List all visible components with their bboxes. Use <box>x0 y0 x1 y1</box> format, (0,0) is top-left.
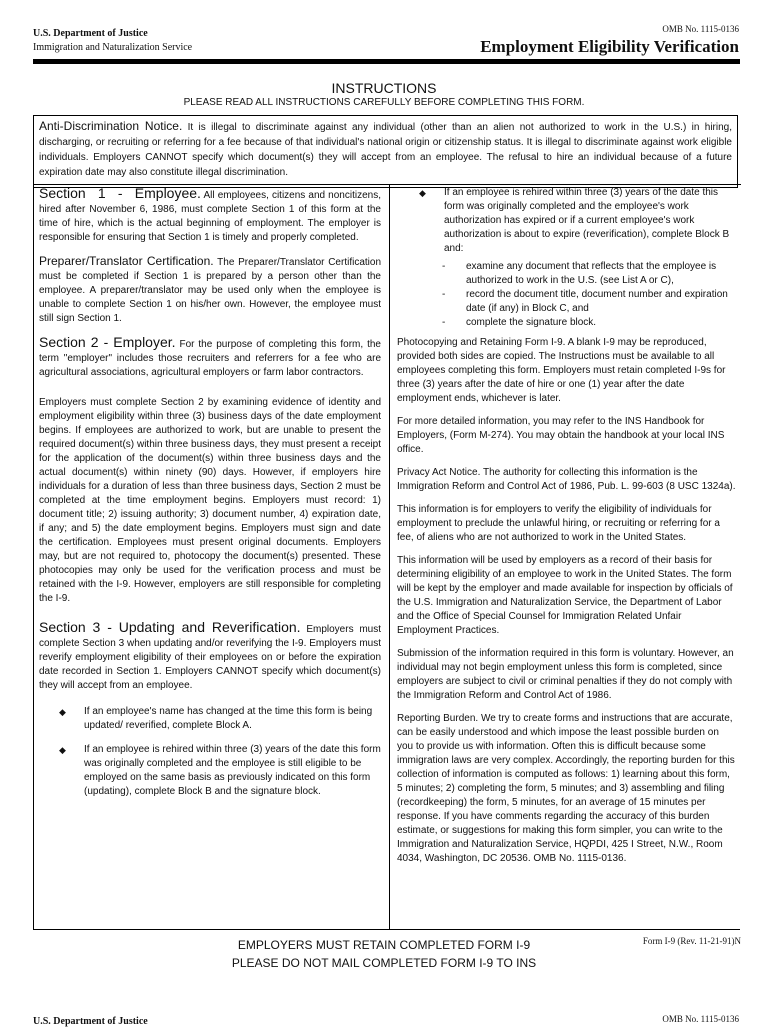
submission-paragraph: Submission of the information required in this form is voluntary. However, an individual may not begin employment unless this form is completed, since employers are subject to civil or criminal penalties if they do not comply with the Immigration Reform and Control Act of 1986. <box>397 648 734 701</box>
notice-lead: Anti-Discrimination Notice. <box>39 119 183 133</box>
info-paragraph: For more detailed information, you may refer to the INS Handbook for Employers, (Form M-274). You may obtain the handbook at your local INS office. <box>397 416 725 455</box>
footer-retain-notice: EMPLOYERS MUST RETAIN COMPLETED FORM I-9 <box>237 938 531 952</box>
instructions-title: INSTRUCTIONS <box>331 80 437 96</box>
section3-text: Employers must complete Section 3 when updating and/or reverifying the I-9. Employers must reverify employment eligibility of their employees on or before the expiration date recorded in Section 1. Employers CANNOT specify which document(s) they will accept from an employee. <box>39 624 381 691</box>
dash-icon: - <box>442 289 446 300</box>
footer-mail-notice: PLEASE DO NOT MAIL COMPLETED FORM I-9 TO INS <box>231 956 537 970</box>
burden-paragraph: Reporting Burden. We try to create forms and instructions that are accurate, can be easily understood and which impose the least possible burden on you to provide us with information. Often this is difficult because some immigration laws are very complex. Accordingly, the reporting burden for this collection of information is computed as follows: 1) learning about this form, 5 minutes; 2) completing the form, 5 minutes; and 3) assembling and filing (recordkeeping) the form, 5 minutes, for an average of 15 minutes per response. If you have comments regarding the accuracy of this burden estimate, or suggestions for making this form simpler, you can write to the Immigration and Naturalization Service, HQPDI, 425 I Street, N.W., Room 4034, Washington, DC 20536. OMB No. 1115-0136. <box>397 713 735 864</box>
preparer-paragraph <box>39 254 381 326</box>
dash-text: record the document title, document number and expiration date (if any) in Block C, and <box>466 289 728 314</box>
department-name: U.S. Department of Justice <box>33 28 148 39</box>
purpose-paragraph: This information is for employers to verify the eligibility of individuals for employment to preclude the unlawful hiring, or recruiting or referring for a fee, of aliens who are not authorized to work in the United States. <box>397 504 720 543</box>
form-revision: Form I-9 (Rev. 11-21-91)N <box>642 936 741 946</box>
section3-heading: Section 3 - Updating and Reverification. <box>39 619 301 635</box>
bullet-icon: ◆ <box>419 188 426 198</box>
next-page-department: U.S. Department of Justice <box>33 1016 148 1027</box>
section1-paragraph <box>39 186 381 245</box>
form-title: Employment Eligibility Verification <box>480 37 739 56</box>
preparer-text: The Preparer/Translator Certification must be completed if Section 1 is prepared by a person other than the employee. A preparer/translator may be used only when the employee is unable to complete Section 1 on his/her own. However, the employee must still sign Section 1. <box>39 257 381 324</box>
section2-paragraph-2: Employers must complete Section 2 by examining evidence of identity and employment eligibility within three (3) business days of the date employment begins. If employees are authorized to work, but are unable to present the required document(s) within three business days, they must present a receipt for the application of the document(s) within three business days and the actual document(s) within ninety (90) days. However, if employers hire individuals for a duration of less than three business days, Section 2 must be completed at the time employment begins. Employers must record: 1) document title; 2) issuing authority; 3) document number, 4) expiration date, if any; and 5) the date employment begins. Employers must sign and date the certification. Employees must present original documents. Employers may, but are not required to, photocopy the document(s) presented. These photocopies may only be used for the verification process and must be retained with the I-9. However, employers are still responsible for completing the I-9. <box>39 397 381 604</box>
notice-text: It is illegal to discriminate against any individual (other than an alien not authorized to work in the U.S.) in hiring, discharging, or recruiting or referring for a fee because of that individual's national origin or citizenship status. It is illegal to discriminate against work eligible individuals. Employers CANNOT specify which document(s) they will accept from an employee. The refusal to hire an individual because of a future expiration date may also constitute illegal discrimination. <box>39 122 732 178</box>
bullet-icon: ◆ <box>59 745 66 755</box>
photocopying-paragraph: Photocopying and Retaining Form I-9. A blank I-9 may be reproduced, provided both sides are copied. The Instructions must be available to all employees completing this form. Employers must retain completed I-9s for three (3) years after the date of hire or one (1) year after the date employment ends, whichever is later. <box>397 337 726 404</box>
list-item <box>397 288 737 316</box>
section3-paragraph <box>39 620 381 693</box>
section1-heading: Section 1 - Employee. <box>39 185 201 201</box>
usage-paragraph: This information will be used by employers as a record of their basis for determining eligibility of an employee to work in the United States. The form will be kept by the employer and made available for inspection by officials of the U.S. Immigration and Naturalization Service, the Department of Labor and the Office of Special Counsel for Immigration Related Unfair Employment Practices. <box>397 555 733 636</box>
preparer-heading: Preparer/Translator Certification. <box>39 254 214 268</box>
section2-text: For the purpose of completing this form, the term "employer" includes those recruiters and referrers for a fee who are agricultural associations, agricultural employers or farm labor contractors. <box>39 339 381 378</box>
bullet-text: If an employee is rehired within three (3) years of the date this form was originally completed and the employee's work authorization has expired or if a current employee's work authorization is about to expire (reverification), complete Block B and: <box>444 187 730 254</box>
bullet-icon: ◆ <box>59 707 66 717</box>
list-item <box>39 705 381 733</box>
bullet-text: If an employee is rehired within three (3) years of the date this form was originally completed and the employee is still eligible to be employed on the same basis as previously indicated on this form (updating), complete Block B and the signature block. <box>84 744 381 797</box>
service-name: Immigration and Naturalization Service <box>33 42 193 53</box>
omb-number: OMB No. 1115-0136 <box>662 24 739 34</box>
column-divider <box>389 184 390 929</box>
footer-rule <box>33 929 740 930</box>
bullet-text: If an employee's name has changed at the time this form is being updated/ reverified, complete Block A. <box>84 706 373 731</box>
anti-discrimination-notice <box>33 115 738 188</box>
left-column <box>39 186 381 809</box>
list-item <box>397 186 737 256</box>
privacy-paragraph: Privacy Act Notice. The authority for collecting this information is the Immigration Reform and Control Act of 1986, Pub. L. 99-603 (8 USC 1324a). <box>397 467 736 492</box>
dash-icon: - <box>442 317 446 328</box>
section1-text: All employees, citizens and noncitizens, hired after November 6, 1986, must complete Section 1 of this form at the time of hire, which is the actual beginning of employment. The employer is responsible for ensuring that Section 1 is timely and properly completed. <box>39 190 381 243</box>
right-column <box>397 186 737 875</box>
dash-text: complete the signature block. <box>466 317 597 328</box>
section2-heading: Section 2 - Employer. <box>39 334 176 350</box>
list-item <box>397 260 737 288</box>
list-item <box>39 743 381 799</box>
next-page-omb: OMB No. 1115-0136 <box>662 1014 739 1024</box>
header-rule <box>33 59 740 64</box>
instructions-subtitle: PLEASE READ ALL INSTRUCTIONS CAREFULLY BEFORE COMPLETING THIS FORM. <box>183 97 585 108</box>
list-item <box>397 316 737 330</box>
section2-paragraph <box>39 335 381 380</box>
dash-icon: - <box>442 261 446 272</box>
dash-text: examine any document that reflects that the employee is authorized to work in the U.S. (see List A or C), <box>466 261 717 286</box>
